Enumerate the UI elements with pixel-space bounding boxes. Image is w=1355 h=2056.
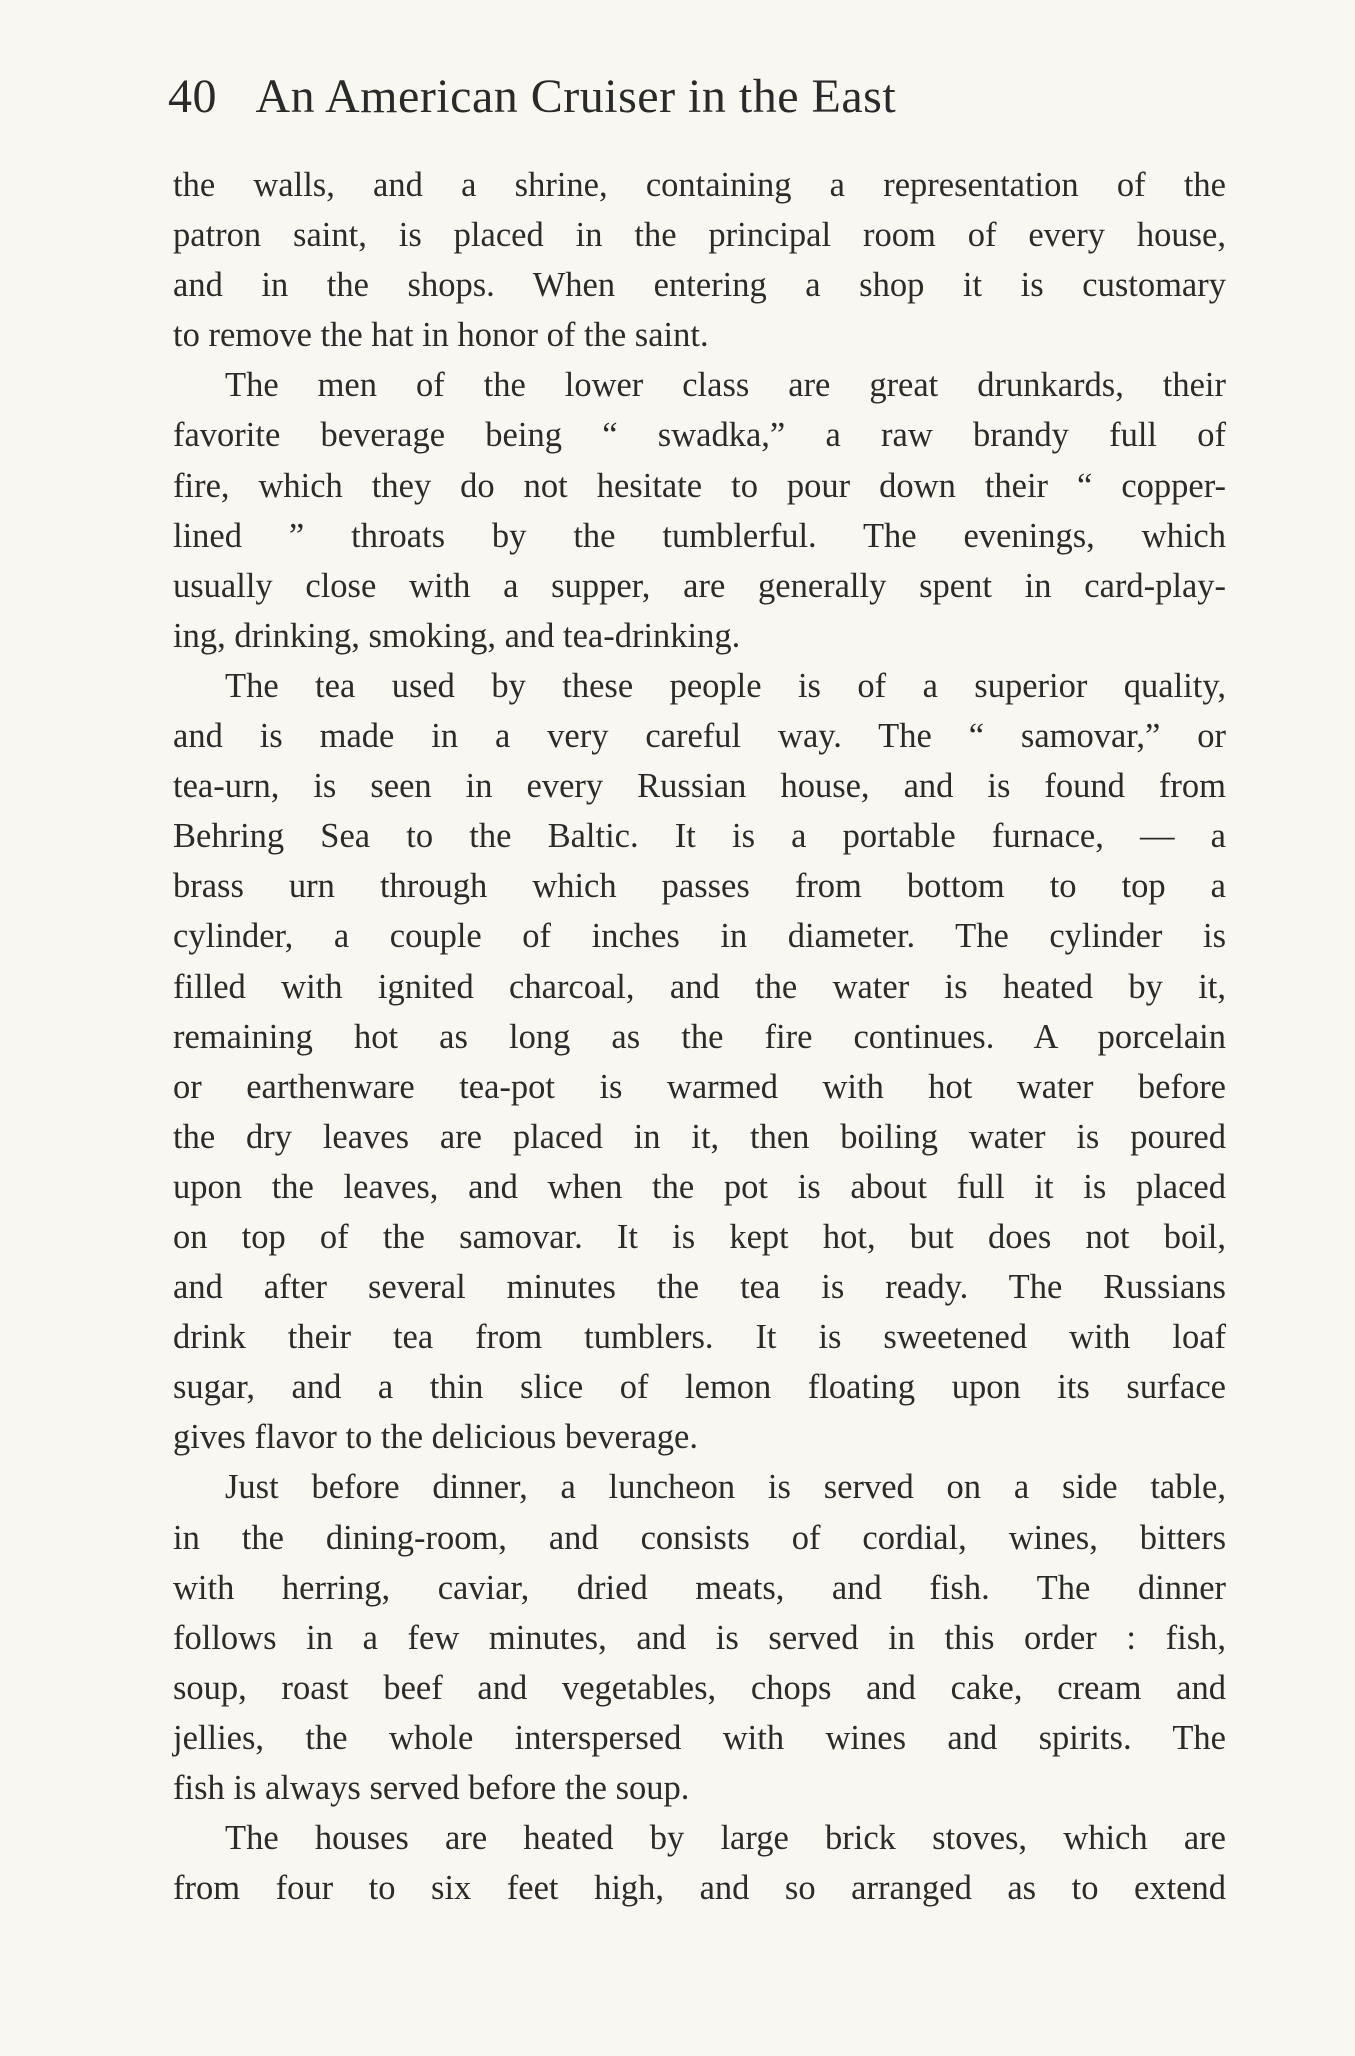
text-line: jellies, the whole interspersed with wines and spirits. The	[173, 1718, 1226, 1757]
text-line: cylinder, a couple of inches in diameter. The cylinder is	[173, 917, 1226, 956]
text-line: from four to six feet high, and so arranged as to extend	[173, 1869, 1226, 1908]
text-line: The houses are heated by large brick stoves, which are	[225, 1819, 1226, 1858]
text-line: fish is always served before the soup.	[173, 1769, 690, 1807]
text-line: or earthenware tea-pot is warmed with hot water before	[173, 1067, 1226, 1106]
text-line: remaining hot as long as the fire continues. A porcelain	[173, 1017, 1226, 1056]
page-number: 40	[168, 70, 217, 123]
text-line: upon the leaves, and when the pot is about full it is placed	[173, 1167, 1226, 1206]
text-line: the dry leaves are placed in it, then boiling water is poured	[173, 1117, 1226, 1156]
text-line: lined ” throats by the tumblerful. The evenings, which	[173, 516, 1226, 555]
text-line: favorite beverage being “ swadka,” a raw brandy full of	[173, 416, 1226, 455]
text-line: in the dining-room, and consists of cordial, wines, bitters	[173, 1518, 1226, 1557]
text-line: patron saint, is placed in the principal room of every house,	[173, 216, 1226, 255]
text-line: soup, roast beef and vegetables, chops and cake, cream and	[173, 1668, 1226, 1707]
text-line: usually close with a supper, are generally spent in card-play-	[173, 566, 1226, 605]
running-title: An American Cruiser in the East	[255, 70, 897, 123]
text-line: and after several minutes the tea is ready. The Russians	[173, 1268, 1226, 1307]
text-line: and in the shops. When entering a shop it is customary	[173, 266, 1226, 305]
body-text	[173, 160, 1226, 1913]
text-line: and is made in a very careful way. The “ samovar,” or	[173, 717, 1226, 756]
text-line: fire, which they do not hesitate to pour down their “ copper-	[173, 466, 1226, 505]
running-head	[168, 62, 1228, 132]
text-line: The men of the lower class are great drunkards, their	[225, 366, 1226, 405]
text-line: Behring Sea to the Baltic. It is a portable furnace, — a	[173, 817, 1226, 856]
text-line: with herring, caviar, dried meats, and fish. The dinner	[173, 1568, 1226, 1607]
text-line: drink their tea from tumblers. It is sweetened with loaf	[173, 1318, 1226, 1357]
text-line: Just before dinner, a luncheon is served on a side table,	[225, 1468, 1226, 1507]
text-line: ing, drinking, smoking, and tea-drinking.	[173, 616, 741, 655]
text-line: gives flavor to the delicious beverage.	[173, 1418, 698, 1457]
text-line: follows in a few minutes, and is served in this order : fish,	[173, 1618, 1226, 1657]
text-line: on top of the samovar. It is kept hot, but does not boil,	[173, 1217, 1226, 1256]
text-line: sugar, and a thin slice of lemon floating upon its surface	[173, 1368, 1226, 1407]
text-line: filled with ignited charcoal, and the water is heated by it,	[173, 967, 1226, 1006]
text-line: to remove the hat in honor of the saint.	[173, 316, 709, 355]
text-line: the walls, and a shrine, containing a representation of the	[173, 166, 1226, 204]
text-line: brass urn through which passes from bottom to top a	[173, 867, 1226, 906]
text-line: The tea used by these people is of a superior quality,	[225, 666, 1226, 705]
text-line: tea-urn, is seen in every Russian house, and is found from	[173, 767, 1226, 806]
